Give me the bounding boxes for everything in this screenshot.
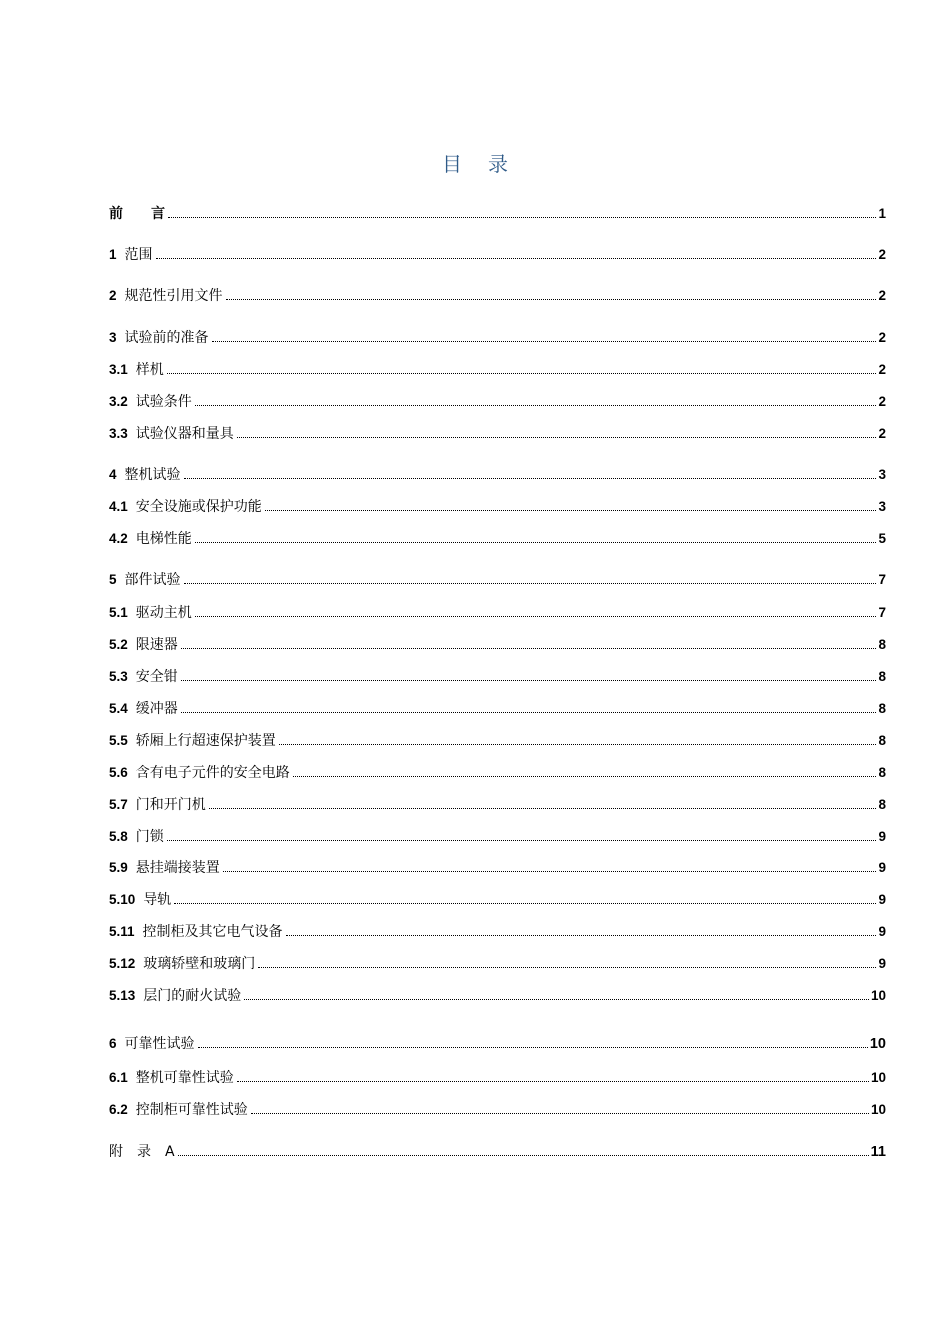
- toc-entry[interactable]: [109, 732, 886, 750]
- toc-leader-dots: [181, 679, 877, 681]
- toc-title-char-1: 目: [442, 152, 462, 176]
- toc-entry-number: 4.1: [109, 499, 128, 514]
- toc-entry-title: 试验仪器和量具: [135, 426, 234, 442]
- toc-entry-page: 8: [878, 701, 886, 716]
- toc-entry-number: 5.1: [109, 605, 128, 620]
- toc-entry-page: 1: [878, 206, 886, 221]
- toc-entry[interactable]: [109, 891, 886, 909]
- toc-leader-dots: [181, 647, 877, 649]
- toc-entry[interactable]: [109, 828, 886, 846]
- toc-entry-page: 8: [878, 733, 886, 748]
- toc-entry-page: 10: [869, 1036, 886, 1052]
- toc-entry-page: 2: [878, 288, 886, 303]
- toc-leader-dots: [181, 711, 877, 713]
- toc-entry[interactable]: [109, 393, 886, 411]
- toc-entry-number: 3.1: [109, 362, 128, 377]
- toc-entry-title: 驱动主机: [135, 605, 192, 621]
- toc-entry-title: 门和开门机: [135, 797, 206, 813]
- toc-entry-title: 玻璃轿壁和玻璃门: [143, 956, 256, 972]
- toc-entry-page: 2: [878, 394, 886, 409]
- toc-entry-page: 8: [878, 637, 886, 652]
- toc-entry-title: 可靠性试验: [124, 1036, 195, 1052]
- toc-entry-page: 9: [878, 956, 886, 971]
- toc-entry-number: 5.11: [109, 924, 135, 939]
- toc-entry-page: 2: [878, 330, 886, 345]
- toc-entry[interactable]: [109, 764, 886, 782]
- toc-entry[interactable]: [109, 636, 886, 654]
- toc-entry-number: 5.7: [109, 797, 128, 812]
- toc-leader-dots: [156, 257, 877, 259]
- toc-entry-title: 控制柜可靠性试验: [135, 1102, 248, 1118]
- toc-entry[interactable]: [109, 287, 886, 305]
- toc-entry-page: 7: [878, 605, 886, 620]
- toc-entry-page: 2: [878, 426, 886, 441]
- toc-leader-dots: [212, 340, 877, 342]
- toc-entry[interactable]: [109, 425, 886, 443]
- toc-entry-title: 规范性引用文件: [124, 288, 223, 304]
- toc-entry-page: 8: [878, 765, 886, 780]
- toc-leader-dots: [279, 743, 877, 745]
- toc-leader-dots: [223, 870, 877, 872]
- toc-leader-dots: [209, 807, 877, 809]
- toc-entry[interactable]: [109, 1069, 886, 1087]
- toc-entry-number: 6: [109, 1036, 117, 1051]
- toc-entry[interactable]: [109, 955, 886, 973]
- toc-entry-title: 限速器: [135, 637, 178, 653]
- toc-entry-page: 8: [878, 669, 886, 684]
- toc-leader-dots: [195, 404, 877, 406]
- toc-entry-number: 3.3: [109, 426, 128, 441]
- toc-entry-page: 10: [870, 1070, 886, 1085]
- toc-leader-dots: [226, 298, 877, 300]
- toc-entry[interactable]: [109, 530, 886, 548]
- toc-leader-dots: [195, 615, 877, 617]
- toc-entry-title: 部件试验: [124, 572, 181, 588]
- toc-entry-number: 6.1: [109, 1070, 128, 1085]
- toc-entry[interactable]: [109, 604, 886, 622]
- toc-entry[interactable]: [109, 700, 886, 718]
- toc-leader-dots: [286, 934, 877, 936]
- toc-entry-title: 样机: [135, 362, 164, 378]
- toc-entry[interactable]: [109, 329, 886, 347]
- toc-entry-title: 附 录 A: [109, 1144, 175, 1160]
- toc-leader-dots: [244, 998, 869, 1000]
- toc-leader-dots: [198, 1046, 868, 1048]
- toc-leader-dots: [237, 1080, 869, 1082]
- toc-leader-dots: [258, 966, 876, 968]
- toc-entry-title: 控制柜及其它电气设备: [142, 924, 283, 940]
- toc-entry[interactable]: [109, 859, 886, 877]
- toc-leader-dots: [168, 216, 876, 218]
- toc-entry[interactable]: [109, 1143, 886, 1161]
- toc-entry[interactable]: [109, 796, 886, 814]
- toc-entry-title: 范围: [124, 247, 153, 263]
- toc-entry-page: 2: [878, 362, 886, 377]
- toc-entry-number: 5.5: [109, 733, 128, 748]
- toc-entry-page: 10: [870, 988, 886, 1003]
- toc-entry-page: 3: [878, 467, 886, 482]
- toc-entry-number: 5: [109, 572, 117, 587]
- toc-entry-page: 9: [878, 860, 886, 875]
- toc-entry-number: 5.3: [109, 669, 128, 684]
- toc-entry-title: 导轨: [143, 892, 172, 908]
- toc-entry-title: 缓冲器: [135, 701, 178, 717]
- toc-entry-title: 前 言: [109, 206, 165, 222]
- toc-entry[interactable]: [109, 923, 886, 941]
- toc-entry[interactable]: [109, 1035, 886, 1053]
- toc-leader-dots: [184, 582, 877, 584]
- toc-entry[interactable]: [109, 466, 886, 484]
- toc-leader-dots: [293, 775, 877, 777]
- toc-entry[interactable]: [109, 571, 886, 589]
- toc-leader-dots: [195, 541, 877, 543]
- toc-entry-number: 5.4: [109, 701, 128, 716]
- toc-entry-number: 6.2: [109, 1102, 128, 1117]
- toc-entry-title: 整机试验: [124, 467, 181, 483]
- toc-entry-number: 5.8: [109, 829, 128, 844]
- toc-entry-number: 1: [109, 247, 117, 262]
- toc-entry-title: 安全设施或保护功能: [135, 499, 262, 515]
- toc-entry-number: 5.12: [109, 956, 136, 971]
- toc-entry[interactable]: [109, 668, 886, 686]
- toc-entry-page: 11: [870, 1144, 886, 1160]
- toc-entry-number: 3.2: [109, 394, 128, 409]
- toc-entry-title: 悬挂端接装置: [135, 860, 220, 876]
- toc-entry-page: 9: [878, 829, 886, 844]
- toc-entry-number: 4: [109, 467, 117, 482]
- toc-entry-title: 试验前的准备: [124, 330, 209, 346]
- toc-entry-number: 2: [109, 288, 117, 303]
- toc-entry-page: 5: [878, 531, 886, 546]
- toc-entry[interactable]: [109, 1101, 886, 1119]
- toc-entry-title: 门锁: [135, 829, 164, 845]
- toc-entry-title: 整机可靠性试验: [135, 1070, 234, 1086]
- toc-entry[interactable]: [109, 205, 886, 223]
- toc-leader-dots: [184, 477, 877, 479]
- toc-entry[interactable]: [109, 987, 886, 1005]
- toc-entry[interactable]: [109, 361, 886, 379]
- toc-entry-page: 8: [878, 797, 886, 812]
- toc-entry-title: 电梯性能: [135, 531, 192, 547]
- toc-entry[interactable]: [109, 246, 886, 264]
- toc-leader-dots: [174, 902, 876, 904]
- toc-leader-dots: [265, 509, 877, 511]
- toc-entry-number: 5.10: [109, 892, 136, 907]
- toc-entry-title: 层门的耐火试验: [143, 988, 242, 1004]
- toc-leader-dots: [167, 372, 877, 374]
- toc-entry-title: 轿厢上行超速保护装置: [135, 733, 276, 749]
- toc-entry-title: 含有电子元件的安全电路: [135, 765, 290, 781]
- toc-leader-dots: [251, 1112, 869, 1114]
- toc-title-char-2: 录: [488, 152, 508, 176]
- toc-entry-page: 10: [870, 1102, 886, 1117]
- toc-title: [0, 148, 950, 177]
- toc-entry-page: 2: [878, 247, 886, 262]
- toc-entry-number: 5.13: [109, 988, 136, 1003]
- toc-entry-number: 5.6: [109, 765, 128, 780]
- toc-entry-page: 9: [878, 892, 886, 907]
- toc-entry-page: 7: [878, 572, 886, 587]
- toc-entry-title: 安全钳: [135, 669, 178, 685]
- toc-entry-title: 试验条件: [135, 394, 192, 410]
- toc-entry-page: 3: [878, 499, 886, 514]
- toc-leader-dots: [178, 1154, 869, 1156]
- toc-entry-number: 5.2: [109, 637, 128, 652]
- toc-entry-page: 9: [878, 924, 886, 939]
- toc-entry[interactable]: [109, 498, 886, 516]
- toc-entry-number: 4.2: [109, 531, 128, 546]
- toc-entry-number: 5.9: [109, 860, 128, 875]
- toc-leader-dots: [167, 839, 877, 841]
- toc-leader-dots: [237, 436, 877, 438]
- toc-entry-number: 3: [109, 330, 117, 345]
